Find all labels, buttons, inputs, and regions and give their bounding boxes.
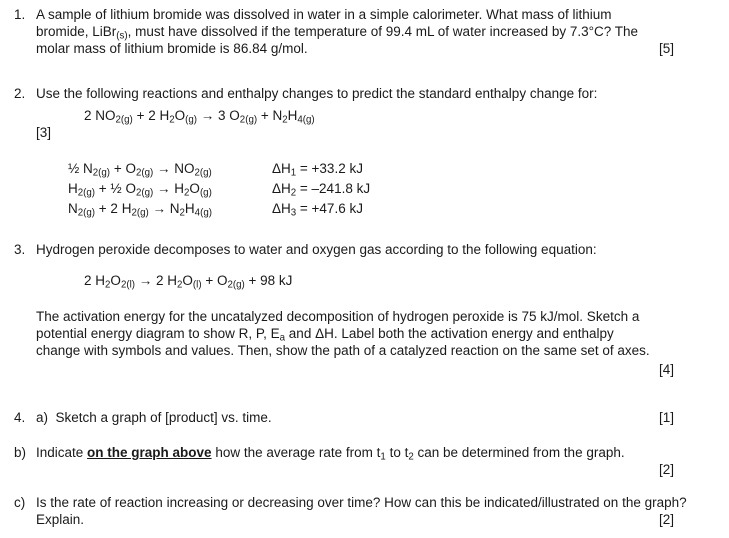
r2-sc: 2: [184, 187, 190, 199]
r3-c: → N: [148, 201, 180, 216]
r3-b: + 2 H: [95, 201, 132, 216]
reaction-3-equation: [68, 200, 212, 218]
question-1-body: [36, 6, 729, 57]
r3-sc: 2: [179, 207, 185, 219]
reaction-3-enthalpy: [214, 200, 370, 218]
question-1: [0, 6, 729, 57]
q4b-after: can be determined from the graph.: [413, 445, 625, 460]
question-3-number: 3.: [14, 242, 26, 257]
r3-sb: 2(g): [131, 207, 149, 219]
question-3-marks: [4]: [658, 362, 674, 377]
question-1-line-2: [36, 23, 721, 40]
r2-sa: 2(g): [77, 187, 96, 199]
r3-sd: 4(g): [194, 207, 212, 219]
eq2-plus1: + 2 H: [132, 108, 170, 123]
question-4a-marks: [1]: [658, 410, 674, 425]
r2-c: → H: [153, 181, 185, 196]
t2-subscript: 2: [408, 451, 414, 463]
question-1-line-2-before: bromide, LiBr: [36, 24, 117, 39]
q3-ea-before: potential energy diagram to show R, P, E: [36, 326, 280, 341]
question-3-equation: [84, 272, 292, 289]
t1-subscript: 1: [380, 451, 386, 463]
question-4c-text: [36, 494, 696, 528]
q4b-mid: how the average rate from t: [211, 445, 381, 460]
eq3-sc: 2: [177, 279, 183, 291]
r3-sa: 2(g): [77, 207, 96, 219]
libr-state-subscript: (s): [116, 30, 128, 42]
question-4b-emphasis: on the graph above: [87, 445, 212, 460]
question-2-body: [36, 85, 729, 102]
dh3-label: ΔH: [271, 201, 291, 216]
dh3-value: = +47.6 kJ: [296, 201, 363, 216]
eq3-sd: (l): [192, 279, 202, 291]
activation-energy-subscript: a: [279, 332, 286, 344]
eq2-no-sub: 2(g): [115, 114, 133, 126]
r1-b: + O: [110, 161, 136, 176]
eq3-a: 2 H: [84, 273, 106, 288]
q4b-to: to t: [385, 445, 409, 460]
dh1-value: = +33.2 kJ: [296, 161, 363, 176]
table-row: [68, 180, 370, 198]
eq3-c: → 2 H: [134, 273, 177, 288]
question-3-paragraph: [36, 308, 708, 359]
question-4b-label: b): [14, 445, 27, 460]
eq3-se: 2(g): [227, 279, 245, 291]
reaction-1-enthalpy: [214, 160, 370, 178]
question-2-number: 2.: [14, 86, 26, 101]
eq2-h2o-state: (g): [185, 114, 198, 126]
r1-sb: 2(g): [135, 167, 154, 179]
eq2-h4-sub: 4(g): [297, 114, 315, 126]
r3-d: H: [184, 201, 195, 216]
r1-a: ½ N: [68, 161, 93, 176]
r3-a: N: [68, 201, 78, 216]
reaction-2-equation: [68, 180, 212, 198]
r2-a: H: [68, 181, 78, 196]
reaction-2-enthalpy: [214, 180, 370, 198]
question-2: [0, 85, 729, 102]
eq2-h: H: [287, 108, 298, 123]
table-row: [68, 200, 370, 218]
dh2-sub: 2: [290, 187, 297, 199]
question-4b-text: [36, 444, 625, 461]
question-4: [0, 409, 729, 426]
eq3-sb: 2(l): [120, 279, 135, 291]
eq3-e: + O: [201, 273, 228, 288]
eq3-d: O: [182, 273, 193, 288]
reaction-1-equation: [68, 160, 212, 178]
question-4c-line-1: Is the rate of reaction increasing or decreasing over time? How can this be indicated/illustrated on the: [36, 495, 641, 510]
question-3-para-line-3: change with symbols and values. Then, show the path of a catalyzed reaction on the same set of axes.: [36, 343, 650, 358]
question-4a-label: a): [36, 410, 49, 425]
dh2-label: ΔH: [271, 181, 291, 196]
dh2-value: = –241.8 kJ: [296, 181, 371, 196]
eq2-o2-sub: 2(g): [239, 114, 258, 126]
r1-sa: 2(g): [92, 167, 111, 179]
question-3: [0, 241, 729, 258]
question-2-prompt: Use the following reactions and enthalpy changes to predict the standard enthalpy change for:: [36, 86, 598, 101]
eq2-plus2: + N: [257, 108, 283, 123]
r2-b: + ½ O: [95, 181, 136, 196]
question-3-para-line-1: The activation energy for the uncatalyzed decomposition of hydrogen peroxide is 75 kJ/mol. Sketch a: [36, 309, 640, 324]
r2-sb: 2(g): [135, 187, 154, 199]
question-1-number: 1.: [14, 7, 26, 22]
question-1-line-1: A sample of lithium bromide was dissolved in water in a simple calorimeter. What mass of lithium: [36, 7, 612, 22]
question-4a-text: Sketch a graph of [product] vs. time.: [55, 410, 272, 425]
question-2-reaction-table: [66, 158, 372, 220]
question-4c-line-2: graph? Explain.: [36, 495, 687, 527]
dh1-sub: 1: [290, 167, 297, 179]
r2-d: O: [189, 181, 200, 196]
eq2-h2-sub: 2: [169, 114, 175, 126]
question-4-number: 4.: [14, 410, 26, 425]
eq2-no: 2 NO: [84, 108, 116, 123]
r1-sc: 2(g): [194, 167, 212, 179]
question-3-body: [36, 241, 729, 258]
question-4a-body: [36, 409, 729, 426]
question-2-target-equation: [84, 107, 315, 124]
dh1-label: ΔH: [271, 161, 291, 176]
eq3-b: O: [110, 273, 121, 288]
question-1-marks: [5]: [658, 41, 674, 56]
table-row: [68, 160, 370, 178]
eq2-o: O: [174, 108, 186, 123]
question-3-para-line-2: [36, 325, 708, 342]
q4b-before: Indicate: [36, 445, 88, 460]
question-4c-label: c): [14, 495, 26, 510]
question-4b-marks: [2]: [658, 462, 674, 477]
question-2-marks: [3]: [36, 125, 52, 140]
question-3-prompt: Hydrogen peroxide decomposes to water and oxygen gas according to the following equation:: [36, 242, 597, 257]
eq2-n2-sub: 2: [282, 114, 288, 126]
r1-c: → NO: [153, 161, 195, 176]
q3-ea-after: and ΔH. Label both the activation energy and enthalpy: [285, 326, 614, 341]
question-1-line-2-after: , must have dissolved if the temperature of 99.4 mL of water increased by 7.3°C? The: [127, 24, 639, 39]
eq3-sa: 2: [105, 279, 111, 291]
question-1-line-3: molar mass of lithium bromide is 86.84 g/mol.: [36, 41, 308, 56]
r2-sd: (g): [199, 187, 212, 199]
dh3-sub: 3: [290, 207, 297, 219]
eq2-arrow-o2: → 3 O: [197, 108, 240, 123]
question-4c-marks: [2]: [658, 512, 674, 527]
eq3-f: + 98 kJ: [244, 273, 293, 288]
